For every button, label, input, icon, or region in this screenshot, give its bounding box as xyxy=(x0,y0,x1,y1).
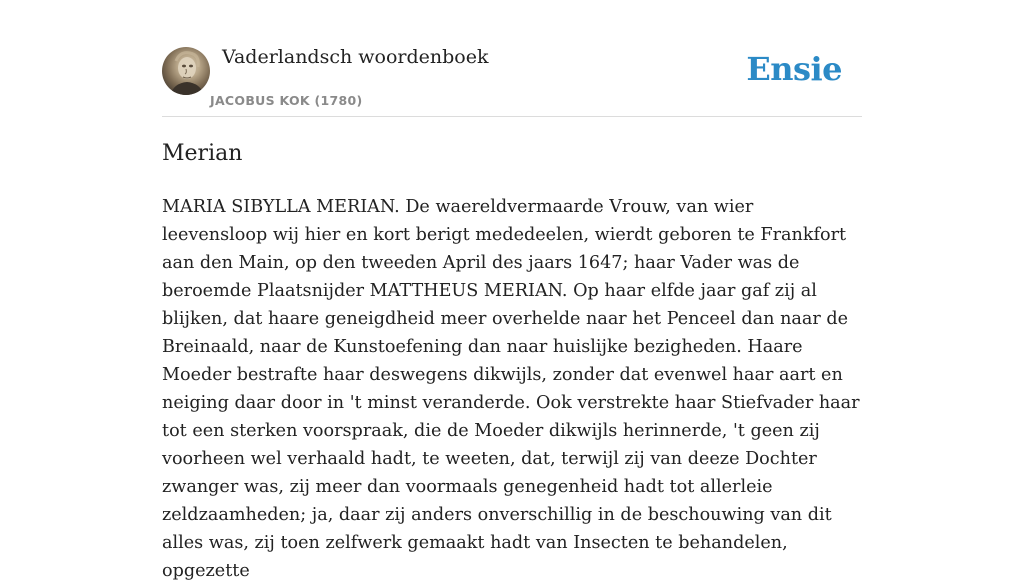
page xyxy=(162,0,862,581)
author-label[interactable]: JACOBUS KOK (1780) xyxy=(210,93,363,108)
entry-title: Merian xyxy=(162,141,243,166)
book-title[interactable]: Vaderlandsch woordenboek xyxy=(222,46,489,68)
author-portrait-icon[interactable] xyxy=(162,47,210,95)
header xyxy=(162,0,862,117)
brand-logo[interactable]: Ensie xyxy=(746,50,842,88)
entry-body: MARIA SIBYLLA MERIAN. De waereldvermaarde Vrouw, van wier leevensloop wij hier en kort berigt mededeelen, wierdt geboren te Frankfort aan den Main, op den tweeden April des jaars 1647; haar Vader was de beroemde Plaatsnijder MATTHEUS MERIAN. Op haar elfde jaar gaf zij al blijken, dat haare geneigdheid meer overhelde naar het Penceel dan naar de Breinaald, naar de Kunstoefening dan naar huislijke bezigheden. Haare Moeder bestrafte haar deswegens dikwijls, zonder dat evenwel haar aart en neiging daar door in 't minst veranderde. Ook verstrekte haar Stiefvader haar tot een sterken voorspraak, die de Moeder dikwijls herinnerde, 't geen zij voorheen wel verhaald hadt, te weeten, dat, terwijl zij van deeze Dochter zwanger was, zij meer dan voormaals genegenheid hadt tot allerleie zeldzaamheden; ja, daar zij anders onverschillig in de beschouwing van dit alles was, zij toen zelfwerk gemaakt hadt van Insecten te behandelen, opgezette xyxy=(162,197,860,581)
